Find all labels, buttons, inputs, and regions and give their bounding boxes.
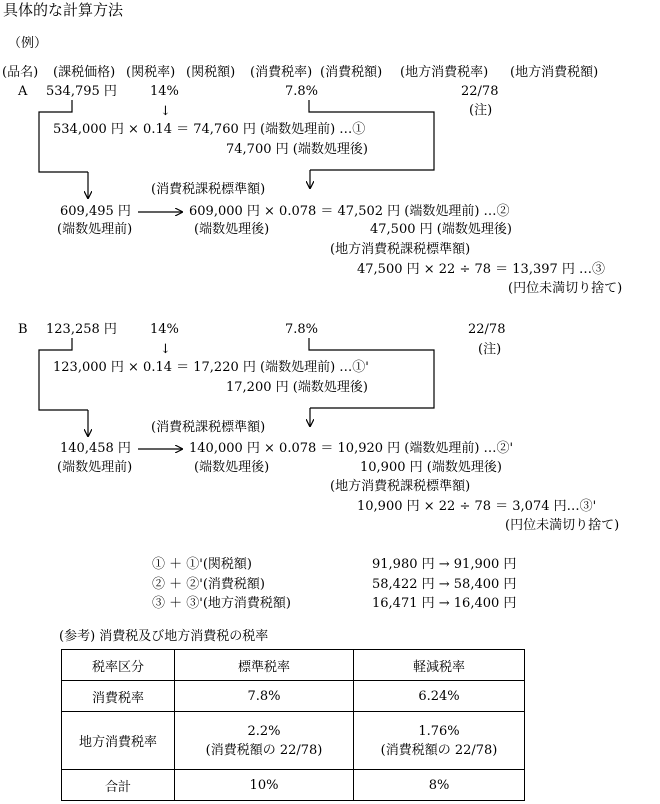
case-a-before-label: (端数処理前) xyxy=(57,222,133,237)
summary-label-ltax: ③ ＋ ③'(地方消費税額) xyxy=(152,596,291,611)
case-a-ltax-calc: 47,500 円 × 22 ÷ 78 ＝ 13,397 円 …③ xyxy=(357,262,606,277)
case-a-duty-calc: 534,000 円 × 0.14 ＝ 74,760 円 (端数処理前) …① xyxy=(53,122,366,137)
case-b-ltax-note: (円位未満切り捨て) xyxy=(505,518,620,533)
case-b-ctax-rate: 7.8% xyxy=(285,322,319,337)
case-a-ctax-rounded: 47,500 円 (端数処理後) xyxy=(370,222,512,237)
table-cell-standard: 7.8% xyxy=(175,681,354,712)
table-header-row xyxy=(62,650,525,681)
case-b-down-arrow: ↓ xyxy=(160,342,171,357)
header-ltax-rate: (地方消費税率) xyxy=(400,65,489,80)
table-cell-standard xyxy=(175,712,354,770)
case-a-flow-lines xyxy=(39,100,434,172)
table-cell-name: 消費税率 xyxy=(62,681,175,712)
case-a-note: (注) xyxy=(469,103,493,118)
table-header-standard: 標準税率 xyxy=(175,650,354,681)
case-b-duty-rate: 14% xyxy=(150,322,179,337)
header-ctax-rate: (消費税率) xyxy=(250,65,313,80)
case-a-after-label: (端数処理後) xyxy=(194,222,270,237)
case-a-price-bracket xyxy=(39,100,88,172)
tax-rate-table xyxy=(61,649,525,801)
summary-label-ctax: ② ＋ ②'(消費税額) xyxy=(152,577,265,592)
case-b-duty-rounded: 17,200 円 (端数処理後) xyxy=(226,380,368,395)
summary-value-ctax: 58,422 円 → 58,400 円 xyxy=(372,577,517,592)
case-b-price-bracket xyxy=(39,338,88,410)
header-duty-rate: (関税率) xyxy=(126,65,176,80)
table-header-category: 税率区分 xyxy=(62,650,175,681)
case-a-ctax-base-label: (消費税課税標準額) xyxy=(151,182,266,197)
case-a-down-arrow: ↓ xyxy=(160,104,171,119)
summary-value-duty: 91,980 円 → 91,900 円 xyxy=(372,557,517,572)
header-ltax-amount: (地方消費税額) xyxy=(510,65,599,80)
case-a-duty-rate: 14% xyxy=(150,84,179,99)
table-cell-standard-value: 2.2% xyxy=(247,723,281,739)
table-cell-reduced: 6.24% xyxy=(354,681,525,712)
case-b-taxable-before: 140,458 円 xyxy=(60,441,131,456)
table-cell-standard-sub: (消費税額の 22/78) xyxy=(205,742,323,758)
summary-label-duty: ① ＋ ①'(関税額) xyxy=(152,557,252,572)
case-a-label: A xyxy=(18,84,28,99)
table-cell-standard: 10% xyxy=(175,770,354,801)
table-row xyxy=(62,712,525,770)
table-row xyxy=(62,770,525,801)
case-a-duty-rounded: 74,700 円 (端数処理後) xyxy=(226,142,368,157)
table-cell-reduced: 8% xyxy=(354,770,525,801)
header-duty-amount: (関税額) xyxy=(186,65,236,80)
summary-value-ltax: 16,471 円 → 16,400 円 xyxy=(372,596,517,611)
case-b-ctax-base-label: (消費税課税標準額) xyxy=(151,420,266,435)
case-b-ltax-base-label: (地方消費税課税標準額) xyxy=(330,479,471,494)
case-b-note: (注) xyxy=(478,342,502,357)
case-a-ctax-bracket xyxy=(309,100,434,170)
header-price: (課税価格) xyxy=(53,65,116,80)
case-b-flow-lines xyxy=(39,338,434,410)
case-b-ltax-rate: 22/78 xyxy=(468,322,506,337)
table-header-reduced: 軽減税率 xyxy=(354,650,525,681)
case-a-ctax-calc: 609,000 円 × 0.078 ＝ 47,502 円 (端数処理前) …② xyxy=(189,204,510,219)
table-row xyxy=(62,681,525,712)
case-b-duty-calc: 123,000 円 × 0.14 ＝ 17,220 円 (端数処理前) …①' xyxy=(53,360,369,375)
case-a-ctax-rate: 7.8% xyxy=(285,84,319,99)
case-a-ltax-rate: 22/78 xyxy=(461,84,499,99)
table-cell-name: 合計 xyxy=(62,770,175,801)
case-b-ctax-calc: 140,000 円 × 0.078 ＝ 10,920 円 (端数処理前) …②' xyxy=(189,441,514,456)
case-b-after-label: (端数処理後) xyxy=(194,460,270,475)
header-ctax-amount: (消費税額) xyxy=(320,65,383,80)
page-title: 具体的な計算方法 xyxy=(3,1,124,19)
header-name: (品名) xyxy=(2,65,39,80)
case-b-ctax-rounded: 10,900 円 (端数処理後) xyxy=(360,460,502,475)
table-cell-name: 地方消費税率 xyxy=(62,712,175,770)
case-a-price: 534,795 円 xyxy=(46,84,117,99)
table-cell-reduced-sub: (消費税額の 22/78) xyxy=(380,742,498,758)
case-a-ltax-base-label: (地方消費税課税標準額) xyxy=(330,242,471,257)
table-cell-reduced-value: 1.76% xyxy=(418,723,460,739)
case-b-price: 123,258 円 xyxy=(46,322,117,337)
reference-title: (参考) 消費税及び地方消費税の税率 xyxy=(59,629,269,644)
case-a-ltax-note: (円位未満切り捨て) xyxy=(508,281,623,296)
case-b-ltax-calc: 10,900 円 × 22 ÷ 78 ＝ 3,074 円…③' xyxy=(357,499,597,514)
case-a-taxable-before: 609,495 円 xyxy=(60,204,131,219)
case-b-before-label: (端数処理前) xyxy=(57,460,133,475)
table-cell-reduced xyxy=(354,712,525,770)
case-b-label: B xyxy=(18,322,28,337)
example-label: （例） xyxy=(8,36,48,51)
case-b-ctax-bracket xyxy=(309,338,434,408)
